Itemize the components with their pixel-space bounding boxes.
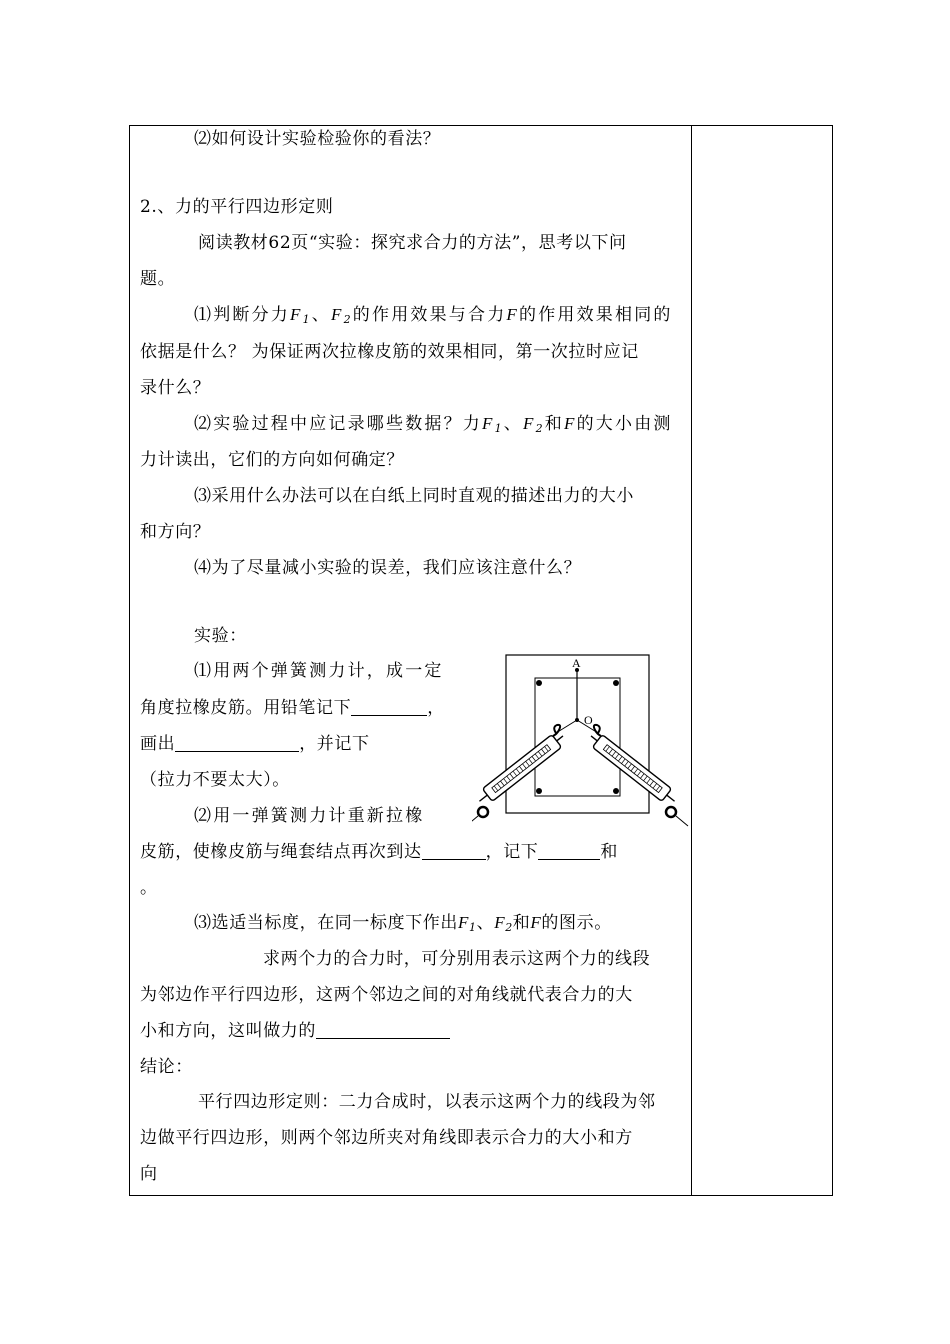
experiment-figure xyxy=(472,650,694,835)
pin-bottom-left xyxy=(536,788,542,794)
section-heading: 2.、力的平行四边形定则 xyxy=(140,197,334,217)
question-3-line-2: 和方向？ xyxy=(140,522,211,542)
question-2-line-2: 力计读出，它们的方向如何确定？ xyxy=(140,450,404,470)
question-1-line-1: ⑴判断分力$F_1$、$F_2$的作用效果与合力F的作用效果相同的 xyxy=(194,305,673,326)
experiment-title: 实验： xyxy=(194,626,247,646)
result-line-3: 小和方向，这叫做力的 xyxy=(140,1020,450,1042)
reading-line-1: 阅读教材62页“实验：探究求合力的方法”，思考以下问 xyxy=(198,233,627,253)
pull-left xyxy=(472,816,478,826)
symbol-f2: F xyxy=(331,305,344,324)
pull-right xyxy=(676,816,688,826)
step-2-line-1: ⑵用一弹簧测力计重新拉橡 xyxy=(194,806,425,826)
step-1-line-1: ⑴用两个弹簧测力计，成一定 xyxy=(194,661,444,681)
step-1-line-2: 角度拉橡皮筋。用铅笔记下 ， xyxy=(140,698,445,718)
blank-position xyxy=(422,843,486,860)
ring-left xyxy=(478,807,488,817)
question-design: ⑵如何设计实验检验你的看法？ xyxy=(194,129,441,149)
step-3: ⑶选适当标度，在同一标度下作出$F_1$、$F_2$和F的图示。 xyxy=(194,913,612,934)
question-1-line-3: 录什么？ xyxy=(140,378,211,398)
blank-rule-name xyxy=(316,1022,450,1039)
step-2-line-3: 。 xyxy=(140,878,158,898)
step-1-line-4: （拉力不要太大）。 xyxy=(140,770,290,790)
label-a: A xyxy=(572,656,581,670)
rule-line-3: 向 xyxy=(140,1164,158,1184)
step-2-line-2: 皮筋，使橡皮筋与绳套结点再次到达 ，记下 和 xyxy=(140,842,619,862)
conclusion-title: 结论： xyxy=(140,1057,193,1077)
blank-direction xyxy=(175,735,299,752)
pin-top-left xyxy=(536,680,542,686)
symbol-f: F xyxy=(506,305,519,324)
result-line-1: 求两个力的合力时，可分别用表示这两个力的线段 xyxy=(263,949,651,969)
rule-line-1: 平行四边形定则：二力合成时，以表示这两个力的线段为邻 xyxy=(198,1092,656,1112)
ring-right xyxy=(666,807,676,817)
blank-point xyxy=(351,699,427,716)
question-4: ⑷为了尽量减小实验的误差，我们应该注意什么？ xyxy=(194,558,582,578)
pin-top-right xyxy=(613,680,619,686)
hook-right xyxy=(594,725,601,736)
result-line-2: 为邻边作平行四边形，这两个邻边之间的对角线就代表合力的大 xyxy=(140,985,633,1005)
question-2-line-1: ⑵实验过程中应记录哪些数据？力$F_1$、$F_2$和F的大小由测 xyxy=(194,414,673,435)
reading-line-2: 题。 xyxy=(140,269,176,289)
pin-bottom-right xyxy=(613,788,619,794)
label-o: O xyxy=(584,713,593,727)
rule-line-2: 边做平行四边形，则两个邻边所夹对角线即表示合力的大小和方 xyxy=(140,1128,633,1148)
step-1-line-3: 画出 ，并记下 xyxy=(140,734,370,754)
symbol-f1: F xyxy=(290,305,303,324)
hook-left xyxy=(553,725,560,736)
blank-reading xyxy=(538,843,600,860)
question-1-line-2: 依据是什么？ 为保证两次拉橡皮筋的效果相同，第一次拉时应记 xyxy=(140,342,639,362)
question-3-line-1: ⑶采用什么办法可以在白纸上同时直观的描述出力的大小 xyxy=(194,486,634,506)
